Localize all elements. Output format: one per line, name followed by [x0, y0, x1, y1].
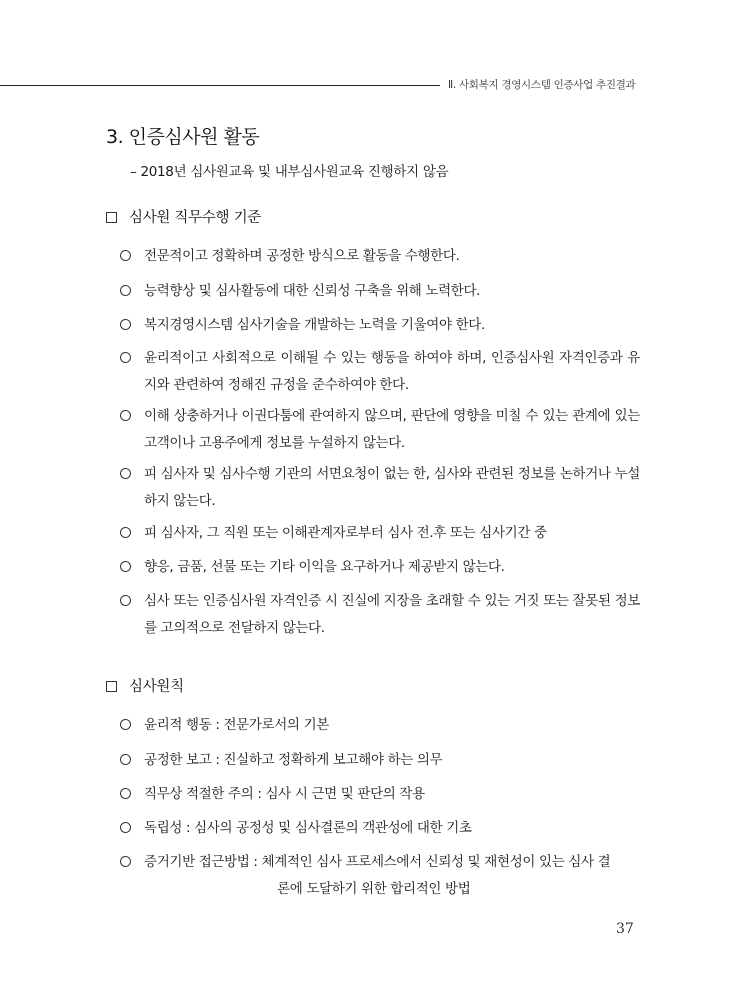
list-item	[120, 243, 640, 270]
list-item-text: 독립성 : 심사의 공정성 및 심사결론의 객관성에 대한 기초	[144, 820, 472, 836]
list-item-text: 이해 상충하거나 이권다툼에 관여하지 않으며, 판단에 영향을 미칠 수 있는 관계에 있는 고객이나 고용주에게 정보를 누설하지 않는다.	[144, 408, 640, 451]
list-item	[120, 278, 640, 305]
list-item-text: 전문적이고 정확하며 공정한 방식으로 활동을 수행한다.	[144, 248, 460, 264]
list-item-text: 향응, 금품, 선물 또는 기타 이익을 요구하거나 제공받지 않는다.	[144, 559, 505, 575]
list-item-text: 피 심사자, 그 직원 또는 이해관계자로부터 심사 전.후 또는 심사기간 중	[144, 525, 547, 541]
list-item	[120, 345, 640, 399]
checkbox-square-icon	[106, 681, 117, 692]
circle-bullet-icon	[120, 754, 131, 765]
list-item-text: 윤리적이고 사회적으로 이해될 수 있는 행동을 하여야 하며, 인증심사원 자격인증과 유지와 관련하여 정해진 규정을 준수하여야 한다.	[144, 350, 640, 393]
list-item	[120, 403, 640, 457]
list-item-text: 능력향상 및 심사활동에 대한 신뢰성 구축을 위해 노력한다.	[144, 283, 481, 299]
page-number: 37	[616, 921, 634, 937]
section-note: – 2018년 심사원교육 및 내부심사원교육 진행하지 않음	[130, 164, 449, 180]
subheading-principles	[106, 675, 184, 696]
circle-bullet-icon	[120, 561, 131, 572]
circle-bullet-icon	[120, 319, 131, 330]
subheading-principles-label: 심사원칙	[129, 679, 184, 695]
running-header: Ⅱ. 사회복지 경영시스템 인증사업 추진결과	[448, 79, 636, 91]
circle-bullet-icon	[120, 822, 131, 833]
list-item	[120, 815, 640, 842]
list-item-text: 복지경영시스템 심사기술을 개발하는 노력을 기울여야 한다.	[144, 317, 485, 333]
circle-bullet-icon	[120, 788, 131, 799]
circle-bullet-icon	[120, 352, 131, 363]
header-rule	[0, 85, 440, 86]
circle-bullet-icon	[120, 719, 131, 730]
list-item-text: 공정한 보고 : 진실하고 정확하게 보고해야 하는 의무	[144, 752, 443, 768]
circle-bullet-icon	[120, 285, 131, 296]
list-item	[120, 554, 640, 581]
list-item-text: 윤리적 행동 : 전문가로서의 기본	[144, 717, 329, 733]
circle-bullet-icon	[120, 527, 131, 538]
circle-bullet-icon	[120, 250, 131, 261]
circle-bullet-icon	[120, 595, 131, 606]
circle-bullet-icon	[120, 856, 131, 867]
list-item	[120, 712, 640, 739]
circle-bullet-icon	[120, 468, 131, 479]
list-item	[120, 849, 640, 903]
list-item	[120, 747, 640, 774]
list-item-text-line: 증거기반 접근방법 : 체계적인 심사 프로세스에서 신뢰성 및 재현성이 있는 심사 결	[144, 854, 611, 870]
list-item-text	[144, 849, 640, 903]
list-item	[120, 520, 640, 547]
list-item	[120, 461, 640, 515]
section-title: 3. 인증심사원 활동	[106, 126, 260, 148]
checkbox-square-icon	[106, 212, 117, 223]
list-item	[120, 588, 640, 642]
list-item	[120, 312, 640, 339]
circle-bullet-icon	[120, 410, 131, 421]
list-item-text: 직무상 적절한 주의 : 심사 시 근면 및 판단의 작용	[144, 786, 425, 802]
subheading-standards-label: 심사원 직무수행 기준	[129, 210, 261, 226]
list-item-text: 심사 또는 인증심사원 자격인증 시 진실에 지장을 초래할 수 있는 거짓 또는 잘못된 정보를 고의적으로 전달하지 않는다.	[144, 593, 640, 636]
list-item-text-continuation: 론에 도달하기 위한 합리적인 방법	[277, 881, 471, 897]
list-item	[120, 781, 640, 808]
list-item-text: 피 심사자 및 심사수행 기관의 서면요청이 없는 한, 심사와 관련된 정보를 논하거나 누설하지 않는다.	[144, 466, 640, 509]
subheading-standards	[106, 206, 261, 227]
